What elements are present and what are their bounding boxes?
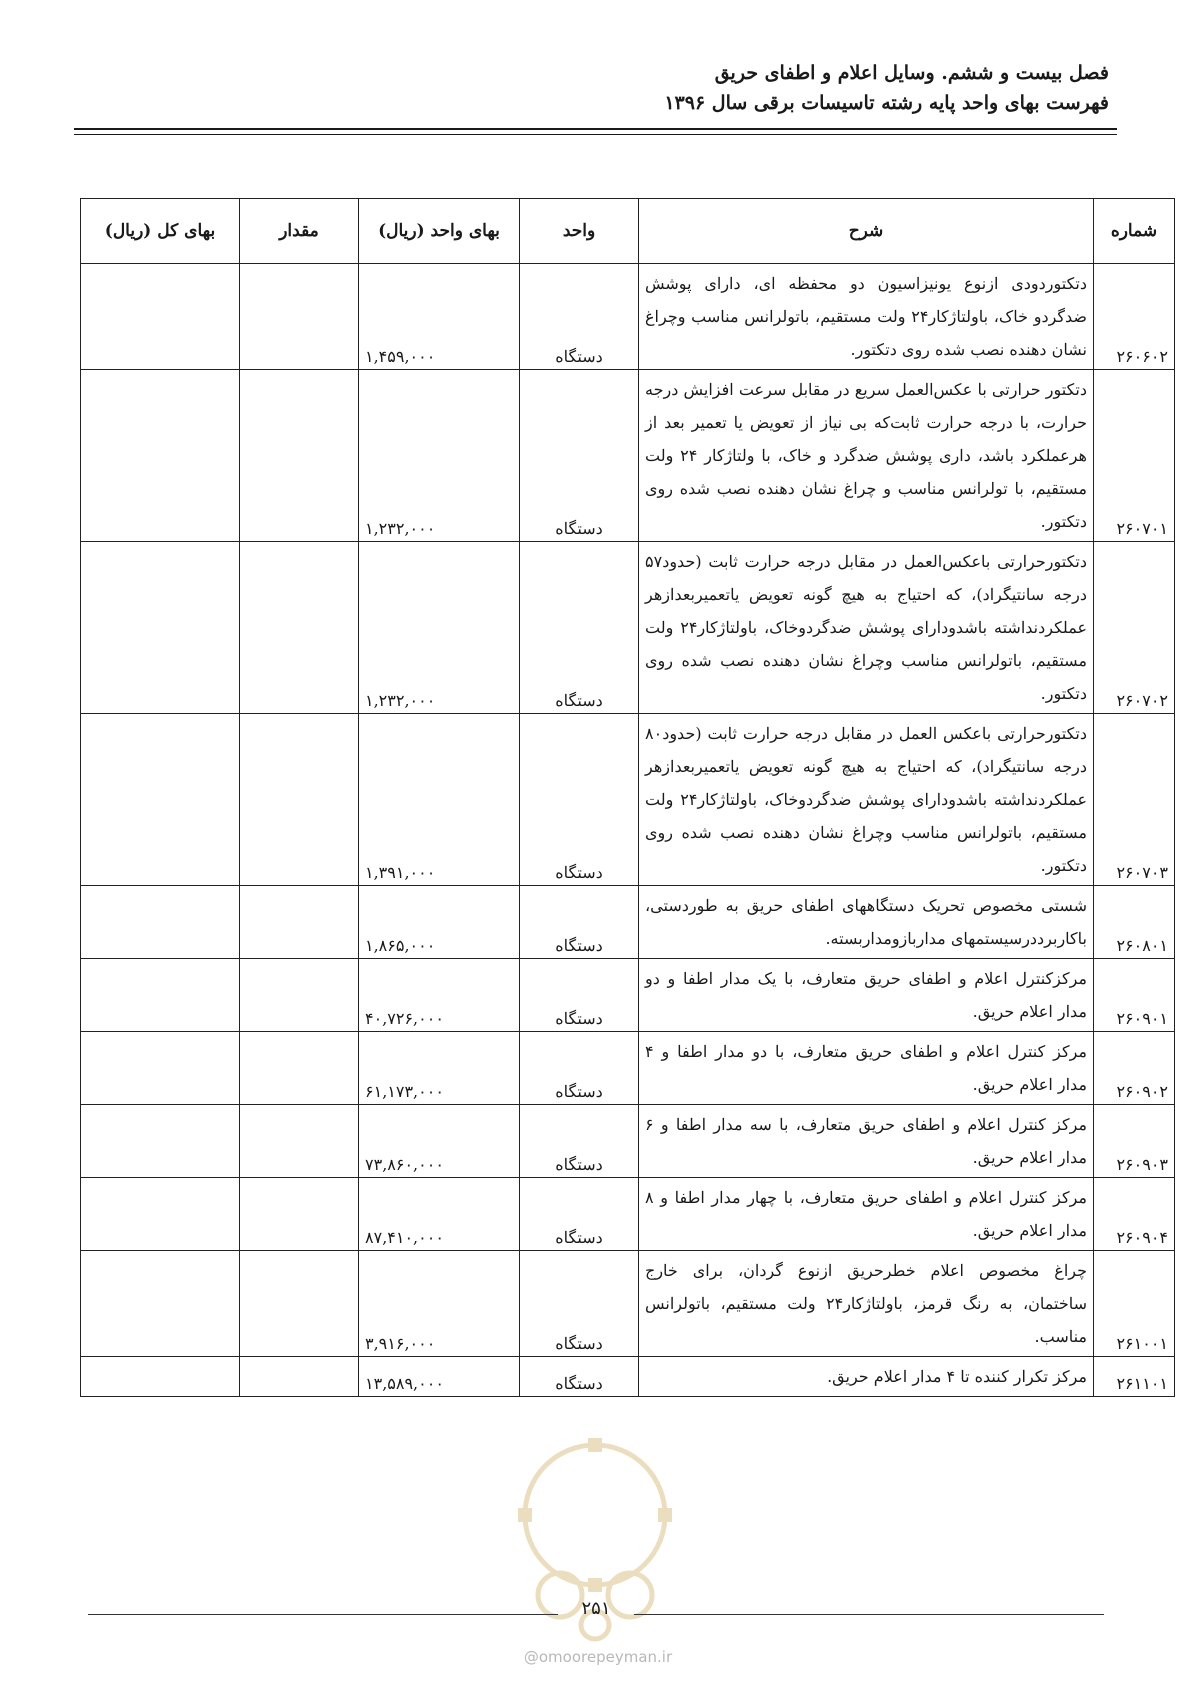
header-rule-thin xyxy=(74,134,1117,135)
item-total-price xyxy=(81,264,240,370)
header-unit: واحد xyxy=(520,199,639,264)
item-unit: دستگاه xyxy=(520,370,639,542)
item-unit-price xyxy=(359,714,520,886)
item-description: مرکز کنترل اعلام و اطفای حریق متعارف، با دو مدار اطفا و ۴ مدار اعلام حریق. xyxy=(639,1032,1094,1105)
item-quantity xyxy=(240,1032,359,1105)
item-quantity xyxy=(240,264,359,370)
item-unit-price-value: ۴۰,۷۲۶,۰۰۰ xyxy=(365,1009,444,1028)
table-row xyxy=(81,1105,1175,1178)
item-quantity xyxy=(240,714,359,886)
table-row xyxy=(81,886,1175,959)
header-description: شرح xyxy=(639,199,1094,264)
item-description: دتکتور حرارتی با عکس‌العمل سریع در مقابل سرعت افزایش درجه حرارت، با درجه حرارت ثابت‌که بی نیاز از تعویض یا تعمیر بعد از هرعملکرد باشد، داری پوشش ضدگرد و خاک، با ولتاژکار ۲۴ ولت مستقیم، با تولرانس مناسب و چراغ نشان دهنده نصب شده روی دتکتور. xyxy=(639,370,1094,542)
item-quantity xyxy=(240,959,359,1032)
item-number: ۲۶۱۱۰۱ xyxy=(1094,1357,1175,1397)
header-quantity: مقدار xyxy=(240,199,359,264)
item-unit: دستگاه xyxy=(520,714,639,886)
item-unit-price-value: ۷۳,۸۶۰,۰۰۰ xyxy=(365,1155,444,1174)
item-unit-price xyxy=(359,264,520,370)
table-row xyxy=(81,1032,1175,1105)
item-description: دتکتورحرارتی باعکس العمل در مقابل درجه حرارت ثابت (حدود۸۰ درجه سانتیگراد)، که احتیاج به هیچ گونه تعویض یاتعمیربعدازهر عملکردنداشته باشدودارای پوشش ضدگردوخاک، باولتاژکار۲۴ ولت مستقیم، باتولرانس مناسب وچراغ نشان دهنده نصب شده روی دتکتور. xyxy=(639,714,1094,886)
site-watermark-text: @omoorepeyman.ir xyxy=(523,1648,673,1666)
header-rule-thick xyxy=(74,128,1117,130)
item-total-price xyxy=(81,542,240,714)
item-number: ۲۶۱۰۰۱ xyxy=(1094,1251,1175,1357)
item-total-price xyxy=(81,370,240,542)
item-unit-price-value: ۱۳,۵۸۹,۰۰۰ xyxy=(365,1374,444,1393)
item-total-price xyxy=(81,714,240,886)
item-total-price xyxy=(81,1105,240,1178)
item-total-price xyxy=(81,1032,240,1105)
table-row xyxy=(81,370,1175,542)
item-unit: دستگاه xyxy=(520,1178,639,1251)
item-unit-price xyxy=(359,1357,520,1397)
item-unit-price xyxy=(359,370,520,542)
item-number: ۲۶۰۸۰۱ xyxy=(1094,886,1175,959)
item-description: مرکز کنترل اعلام و اطفای حریق متعارف، با چهار مدار اطفا و ۸ مدار اعلام حریق. xyxy=(639,1178,1094,1251)
item-unit-price xyxy=(359,1032,520,1105)
footer-rule-left xyxy=(88,1614,558,1615)
item-quantity xyxy=(240,886,359,959)
item-number: ۲۶۰۹۰۲ xyxy=(1094,1032,1175,1105)
chapter-title: فصل بیست و ششم. وسایل اعلام و اطفای حریق xyxy=(714,62,1109,84)
item-number: ۲۶۰۹۰۴ xyxy=(1094,1178,1175,1251)
item-unit: دستگاه xyxy=(520,264,639,370)
item-total-price xyxy=(81,1178,240,1251)
table-row xyxy=(81,264,1175,370)
price-table xyxy=(80,198,1175,1397)
item-total-price xyxy=(81,959,240,1032)
item-unit: دستگاه xyxy=(520,959,639,1032)
item-number: ۲۶۰۷۰۱ xyxy=(1094,370,1175,542)
item-quantity xyxy=(240,1251,359,1357)
item-description: دتکتوردودی ازنوع یونیزاسیون دو محفظه ای، دارای پوشش ضدگردو خاک، باولتاژکار۲۴ ولت مستقیم، باتولرانس مناسب وچراغ نشان دهنده نصب شده روی دتکتور. xyxy=(639,264,1094,370)
item-unit-price xyxy=(359,1251,520,1357)
item-quantity xyxy=(240,1105,359,1178)
item-unit-price-value: ۱,۲۳۲,۰۰۰ xyxy=(365,519,436,538)
item-unit-price xyxy=(359,959,520,1032)
item-unit: دستگاه xyxy=(520,886,639,959)
item-description: مرکز تکرار کننده تا ۴ مدار اعلام حریق. xyxy=(639,1357,1094,1397)
table-row xyxy=(81,1251,1175,1357)
item-description: مرکزکنترل اعلام و اطفای حریق متعارف، با یک مدار اطفا و دو مدار اعلام حریق. xyxy=(639,959,1094,1032)
item-unit-price-value: ۱,۸۶۵,۰۰۰ xyxy=(365,936,436,955)
item-unit-price-value: ۱,۳۹۱,۰۰۰ xyxy=(365,863,436,882)
item-unit-price-value: ۳,۹۱۶,۰۰۰ xyxy=(365,1334,436,1353)
item-number: ۲۶۰۷۰۳ xyxy=(1094,714,1175,886)
item-unit-price xyxy=(359,886,520,959)
item-unit: دستگاه xyxy=(520,1357,639,1397)
header-total-price: بهای کل (ریال) xyxy=(81,199,240,264)
item-description: چراغ مخصوص اعلام خطرحریق ازنوع گردان، برای خارج ساختمان، به رنگ قرمز، باولتاژکار۲۴ ولت مستقیم، باتولرانس مناسب. xyxy=(639,1251,1094,1357)
table-row xyxy=(81,714,1175,886)
price-list-title: فهرست بهای واحد پایه رشته تاسیسات برقی سال ۱۳۹۶ xyxy=(664,92,1109,114)
item-total-price xyxy=(81,1357,240,1397)
table-row xyxy=(81,959,1175,1032)
item-unit-price xyxy=(359,542,520,714)
item-unit-price-value: ۸۷,۴۱۰,۰۰۰ xyxy=(365,1228,444,1247)
header-unit-price: بهای واحد (ریال) xyxy=(359,199,520,264)
header-number: شماره xyxy=(1094,199,1175,264)
footer-rule-right xyxy=(634,1614,1104,1615)
page-header xyxy=(82,58,1109,118)
item-description: دتکتورحرارتی باعکس‌العمل در مقابل درجه حرارت ثابت (حدود۵۷ درجه سانتیگراد)، که احتیاج به هیچ گونه تعویض یاتعمیربعدازهر عملکردنداشته باشدودارای پوشش ضدگردوخاک، باولتاژکار۲۴ ولت مستقیم، باتولرانس مناسب وچراغ نشان دهنده نصب شده روی دتکتور. xyxy=(639,542,1094,714)
item-unit-price-value: ۱,۴۵۹,۰۰۰ xyxy=(365,347,436,366)
item-number: ۲۶۰۹۰۳ xyxy=(1094,1105,1175,1178)
item-description: شستی مخصوص تحریک دستگاههای اطفای حریق به طوردستی، باکاربرددرسیستمهای مداربازومداربسته. xyxy=(639,886,1094,959)
item-unit: دستگاه xyxy=(520,1032,639,1105)
table-row xyxy=(81,1178,1175,1251)
item-unit-price-value: ۱,۲۳۲,۰۰۰ xyxy=(365,691,436,710)
item-total-price xyxy=(81,1251,240,1357)
item-number: ۲۶۰۷۰۲ xyxy=(1094,542,1175,714)
item-quantity xyxy=(240,542,359,714)
item-quantity xyxy=(240,1178,359,1251)
table-header-row xyxy=(81,199,1175,264)
item-unit: دستگاه xyxy=(520,1251,639,1357)
table-row xyxy=(81,542,1175,714)
item-unit-price-value: ۶۱,۱۷۳,۰۰۰ xyxy=(365,1082,444,1101)
item-number: ۲۶۰۶۰۲ xyxy=(1094,264,1175,370)
item-unit: دستگاه xyxy=(520,542,639,714)
item-quantity xyxy=(240,1357,359,1397)
item-unit-price xyxy=(359,1105,520,1178)
item-total-price xyxy=(81,886,240,959)
item-number: ۲۶۰۹۰۱ xyxy=(1094,959,1175,1032)
table-row xyxy=(81,1357,1175,1397)
item-unit-price xyxy=(359,1178,520,1251)
page-number: ۲۵۱ xyxy=(581,1598,611,1619)
item-description: مرکز کنترل اعلام و اطفای حریق متعارف، با سه مدار اطفا و ۶ مدار اعلام حریق. xyxy=(639,1105,1094,1178)
item-quantity xyxy=(240,370,359,542)
item-unit: دستگاه xyxy=(520,1105,639,1178)
